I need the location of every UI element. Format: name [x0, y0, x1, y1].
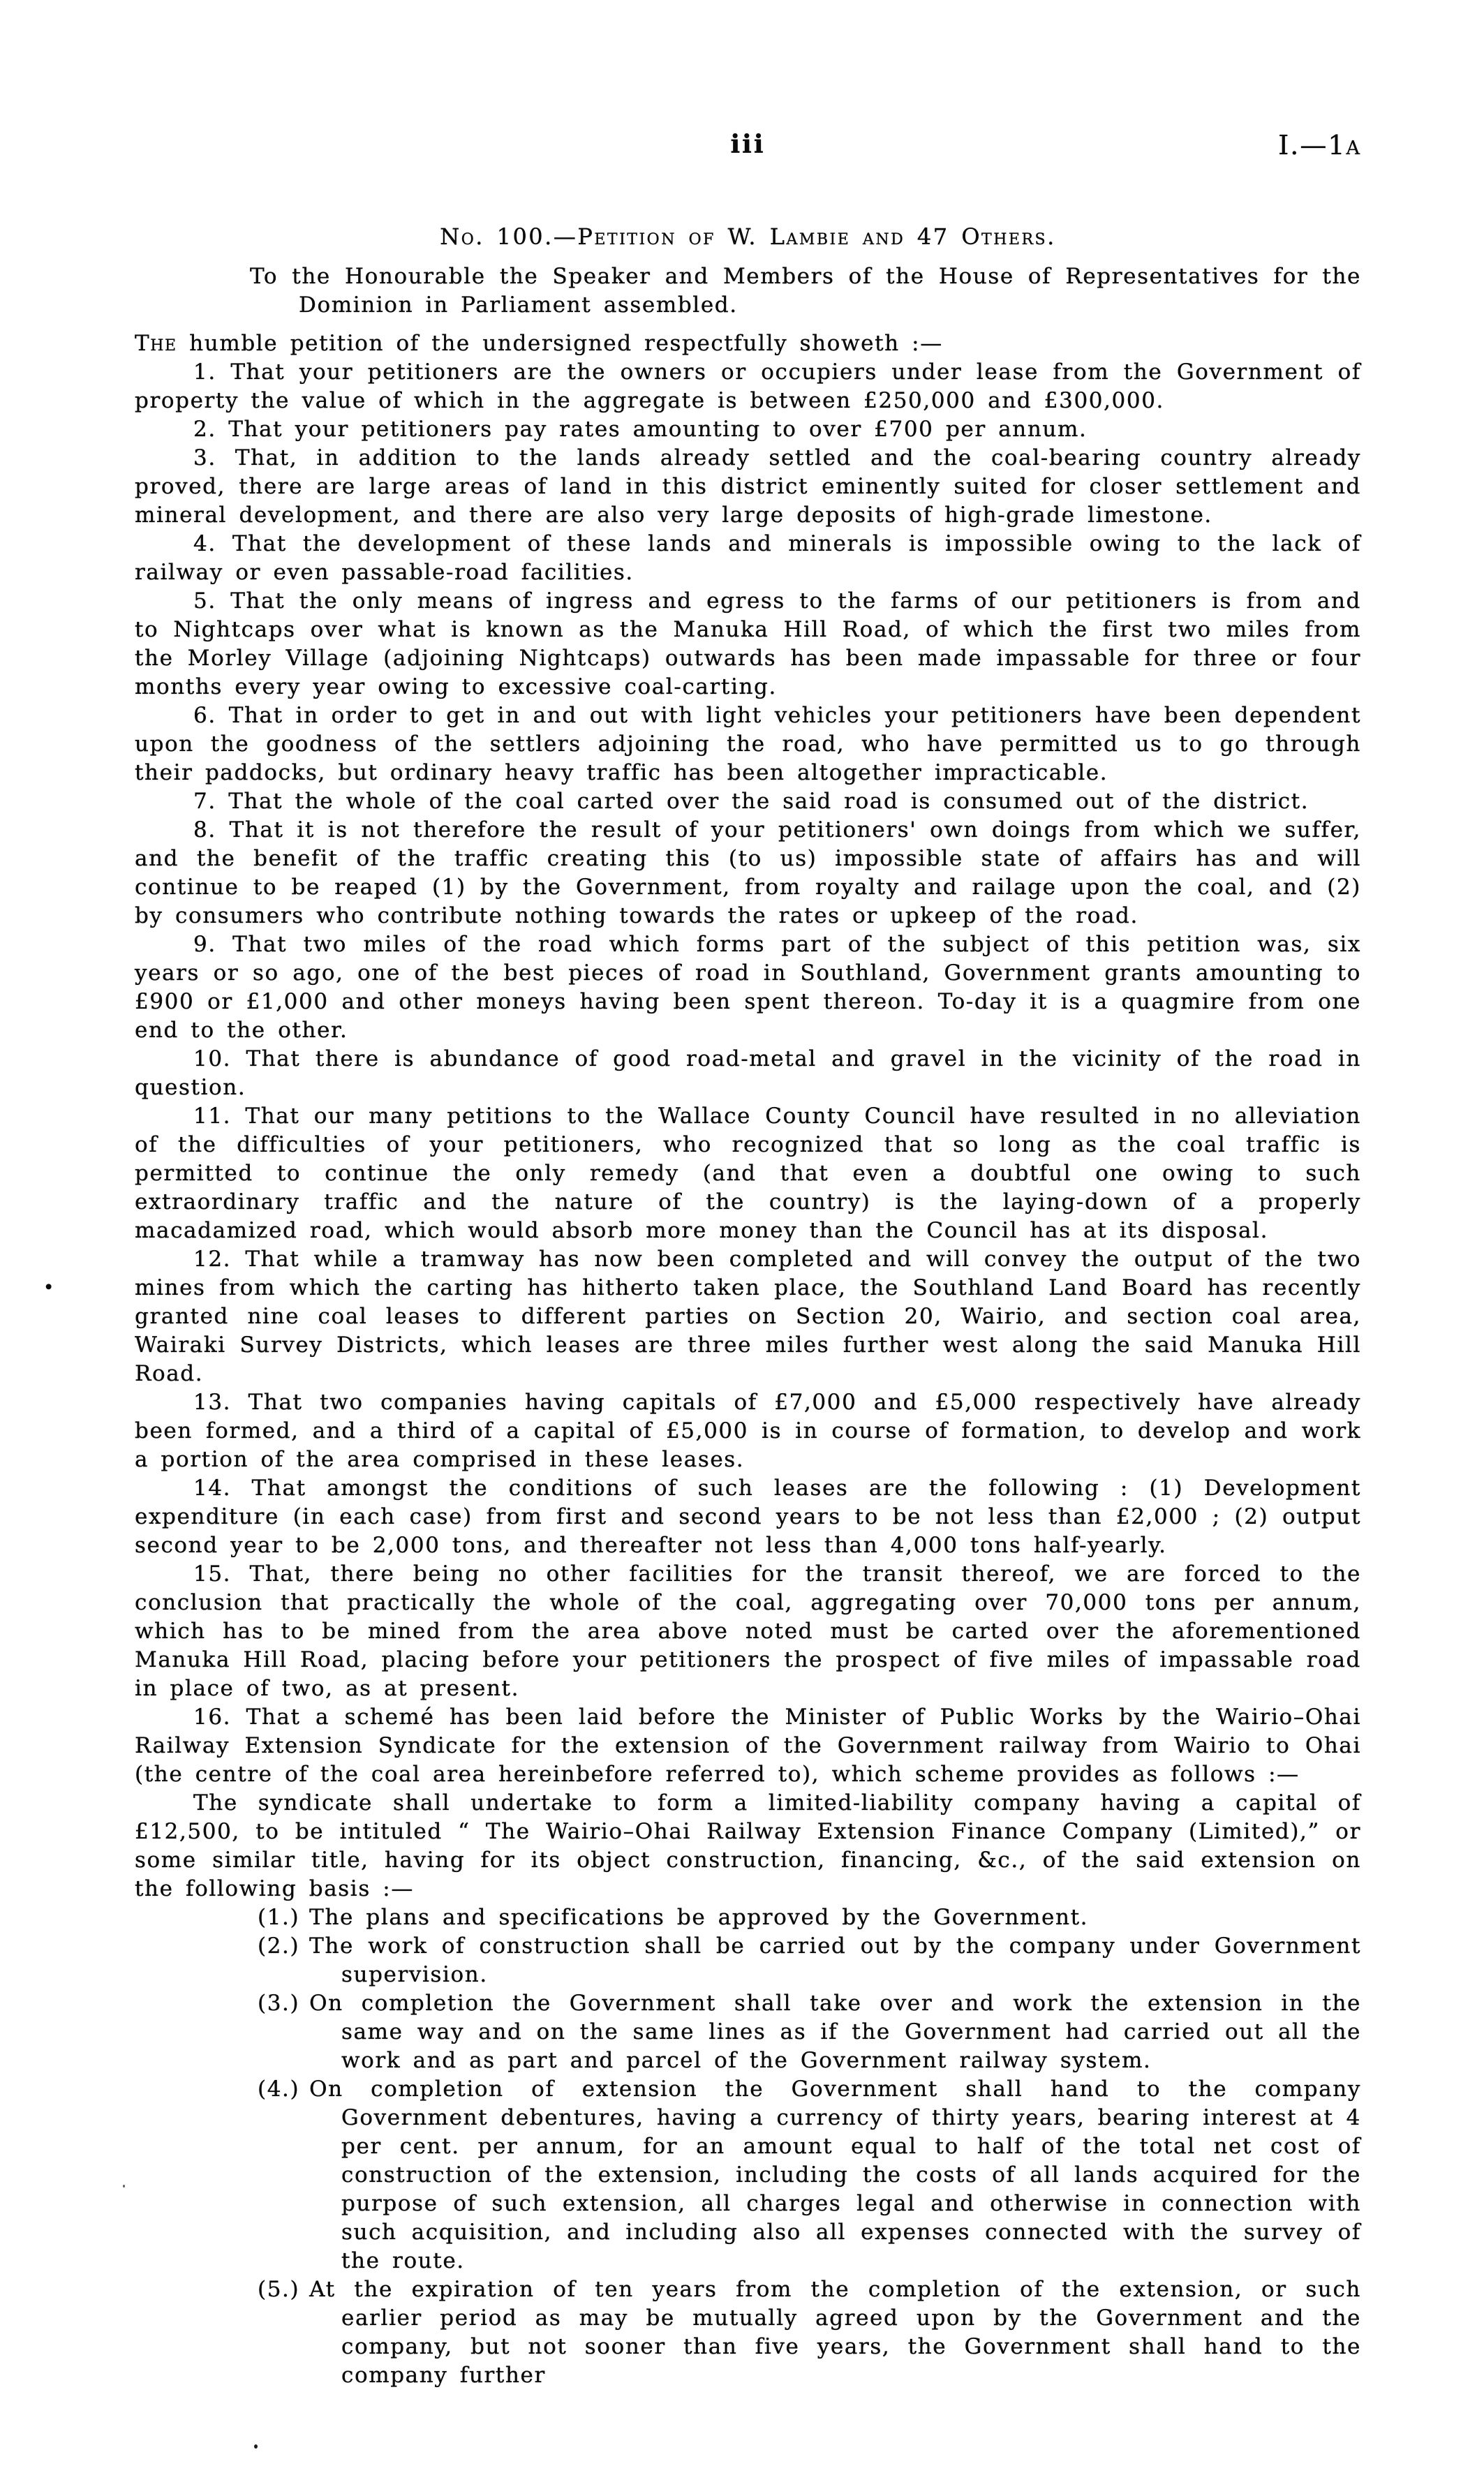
basis-item-text: The plans and specifications be approved by the Government.: [309, 1905, 1089, 1930]
paper-reference: I.—1a: [1278, 130, 1361, 161]
scan-margin-dot-artifact: •: [43, 1277, 54, 1298]
scan-speck-artifact: [123, 2185, 125, 2188]
basis-item-number: (3.): [258, 1991, 300, 2016]
petition-paragraph: 9. That two miles of the road which forms part of the subject of this petition was, six years or so ago, one of the best pieces of road in Southland, Government grants amounting to £900 or £1,000 and other moneys having been spent thereon. To-day it is a quagmire from one end to the other.: [135, 932, 1361, 1043]
petition-paragraph: 3. That, in addition to the lands already settled and the coal-bearing country already proved, there are large areas of land in this district eminently suited for closer settlement and mineral development, and there are also very large deposits of high-grade limestone.: [135, 445, 1361, 528]
petition-paragraph: 10. That there is abundance of good road-metal and gravel in the vicinity of the road in question.: [135, 1046, 1361, 1100]
petition-paragraph: 7. That the whole of the coal carted over the said road is consumed out of the district.: [193, 789, 1309, 814]
petition-paragraph: 11. That our many petitions to the Wallace County Council have resulted in no alleviation of the difficulties of your petitioners, who recognized that so long as the coal traffic is permitted to continue the only remedy (and that even a doubtful one owing to such extraordinary traffic and the nature of the country) is the laying-down of a properly macadamized road, which would absorb more money than the Council has at its disposal.: [135, 1104, 1361, 1243]
petition-paragraph: 13. That two companies having capitals of £7,000 and £5,000 respectively have already been formed, and a third of a capital of £5,000 is in course of formation, to develop and work a portion of the area comprised in these leases.: [135, 1390, 1361, 1472]
basis-item-number: (4.): [258, 2077, 300, 2102]
basis-item: [258, 1989, 1361, 2075]
basis-item-number: (1.): [258, 1905, 300, 1930]
petition-paragraph: 5. That the only means of ingress and egress to the farms of our petitioners is from and to Nightcaps over what is known as the Manuka Hill Road, of which the first two miles from the Morley Village (adjoining Nightcaps) outwards has been made impassable for three or four months every year owing to excessive coal-carting.: [135, 588, 1361, 699]
petition-paragraph: 14. That amongst the conditions of such leases are the following : (1) Development expenditure (in each case) from first and second years to be not less than £2,000 ; (2) output second year to be 2,000 tons, and thereafter not less than 4,000 tons half-yearly.: [135, 1476, 1361, 1558]
basis-item: [258, 2275, 1361, 2390]
scheme-intro-paragraph: The syndicate shall undertake to form a limited-liability company having a capital of £12,500, to be intituled “ The Wairio–Ohai Railway Extension Finance Company (Limited),” or some similar title, having for its object construction, financing, &c., of the said extension on the following basis :—: [135, 1790, 1361, 1901]
addressee-paragraph: To the Honourable the Speaker and Members of the House of Representatives for the Dominion in Parliament assembled.: [250, 264, 1361, 318]
petition-paragraph: 12. That while a tramway has now been completed and will convey the output of the two mines from which the carting has hitherto taken place, the Southland Land Board has recently granted nine coal leases to different parties on Section 20, Wairio, and section coal area, Wairaki Survey Districts, which leases are three miles further west along the said Manuka Hill Road.: [135, 1247, 1361, 1386]
opening-lead: The: [135, 331, 177, 356]
petition-paragraph: 1. That your petitioners are the owners or occupiers under lease from the Government of property the value of which in the aggregate is between £250,000 and £300,000.: [135, 359, 1361, 413]
basis-item: [258, 2075, 1361, 2275]
basis-item: [258, 1903, 1361, 1932]
basis-item: [258, 1932, 1361, 1989]
petition-title: No. 100.—Petition of W. Lambie and 47 Others.: [440, 223, 1056, 250]
petition-paragraph: 8. That it is not therefore the result of your petitioners' own doings from which we suffer, and the benefit of the traffic creating this (to us) impossible state of affairs has and will continue to be reaped (1) by the Government, from royalty and railage upon the coal, and (2) by consumers who contribute nothing towards the rates or upkeep of the road.: [135, 817, 1361, 928]
scan-speck-artifact: [254, 2444, 258, 2449]
basis-item-number: (2.): [258, 1933, 300, 1959]
basis-item-text: At the expiration of ten years from the completion of the extension, or such earlier period as may be mutually agreed upon by the Government and the company, but not sooner than five years, the Government shall hand to the company further: [309, 2277, 1361, 2388]
basis-item-text: The work of construction shall be carried out by the company under Government supervision.: [309, 1933, 1361, 1987]
petition-body: [135, 329, 1361, 2390]
petition-paragraph: 16. That a schemé has been laid before the Minister of Public Works by the Wairio–Ohai Railway Extension Syndicate for the extension of the Government railway from Wairio to Ohai (the centre of the coal area hereinbefore referred to), which scheme provides as follows :—: [135, 1705, 1361, 1787]
opening-rest: humble petition of the undersigned respectfully showeth :—: [189, 331, 943, 356]
page-number: iii: [730, 130, 766, 159]
basis-item-text: On completion of extension the Government shall hand to the company Government debentures, having a currency of thirty years, bearing interest at 4 per cent. per annum, for an amount equal to half of the total net cost of construction of the extension, including the costs of all lands acquired for the purpose of such extension, all charges legal and otherwise in connection with such acquisition, and including also all expenses connected with the survey of the route.: [309, 2077, 1361, 2273]
petition-paragraph: 4. That the development of these lands and minerals is impossible owing to the lack of railway or even passable-road facilities.: [135, 531, 1361, 585]
basis-item-text: On completion the Government shall take over and work the extension in the same way and on the same lines as if the Government had carried out all the work and as part and parcel of the Government railway system.: [309, 1991, 1361, 2073]
opening-paragraph: [135, 329, 1361, 358]
running-head: [135, 130, 1361, 172]
petition-paragraph: 2. That your petitioners pay rates amounting to over £700 per annum.: [193, 417, 1088, 442]
petition-paragraph: 6. That in order to get in and out with light vehicles your petitioners have been dependent upon the goodness of the settlers adjoining the road, who have permitted us to go through their paddocks, but ordinary heavy traffic has been altogether impracticable.: [135, 703, 1361, 785]
basis-item-number: (5.): [258, 2277, 300, 2302]
petition-paragraph: 15. That, there being no other facilities for the transit thereof, we are forced to the conclusion that practically the whole of the coal, aggregating over 70,000 tons per annum, which has to be mined from the area above noted must be carted over the aforementioned Manuka Hill Road, placing before your petitioners the prospect of five miles of impassable road in place of two, as at present.: [135, 1561, 1361, 1701]
